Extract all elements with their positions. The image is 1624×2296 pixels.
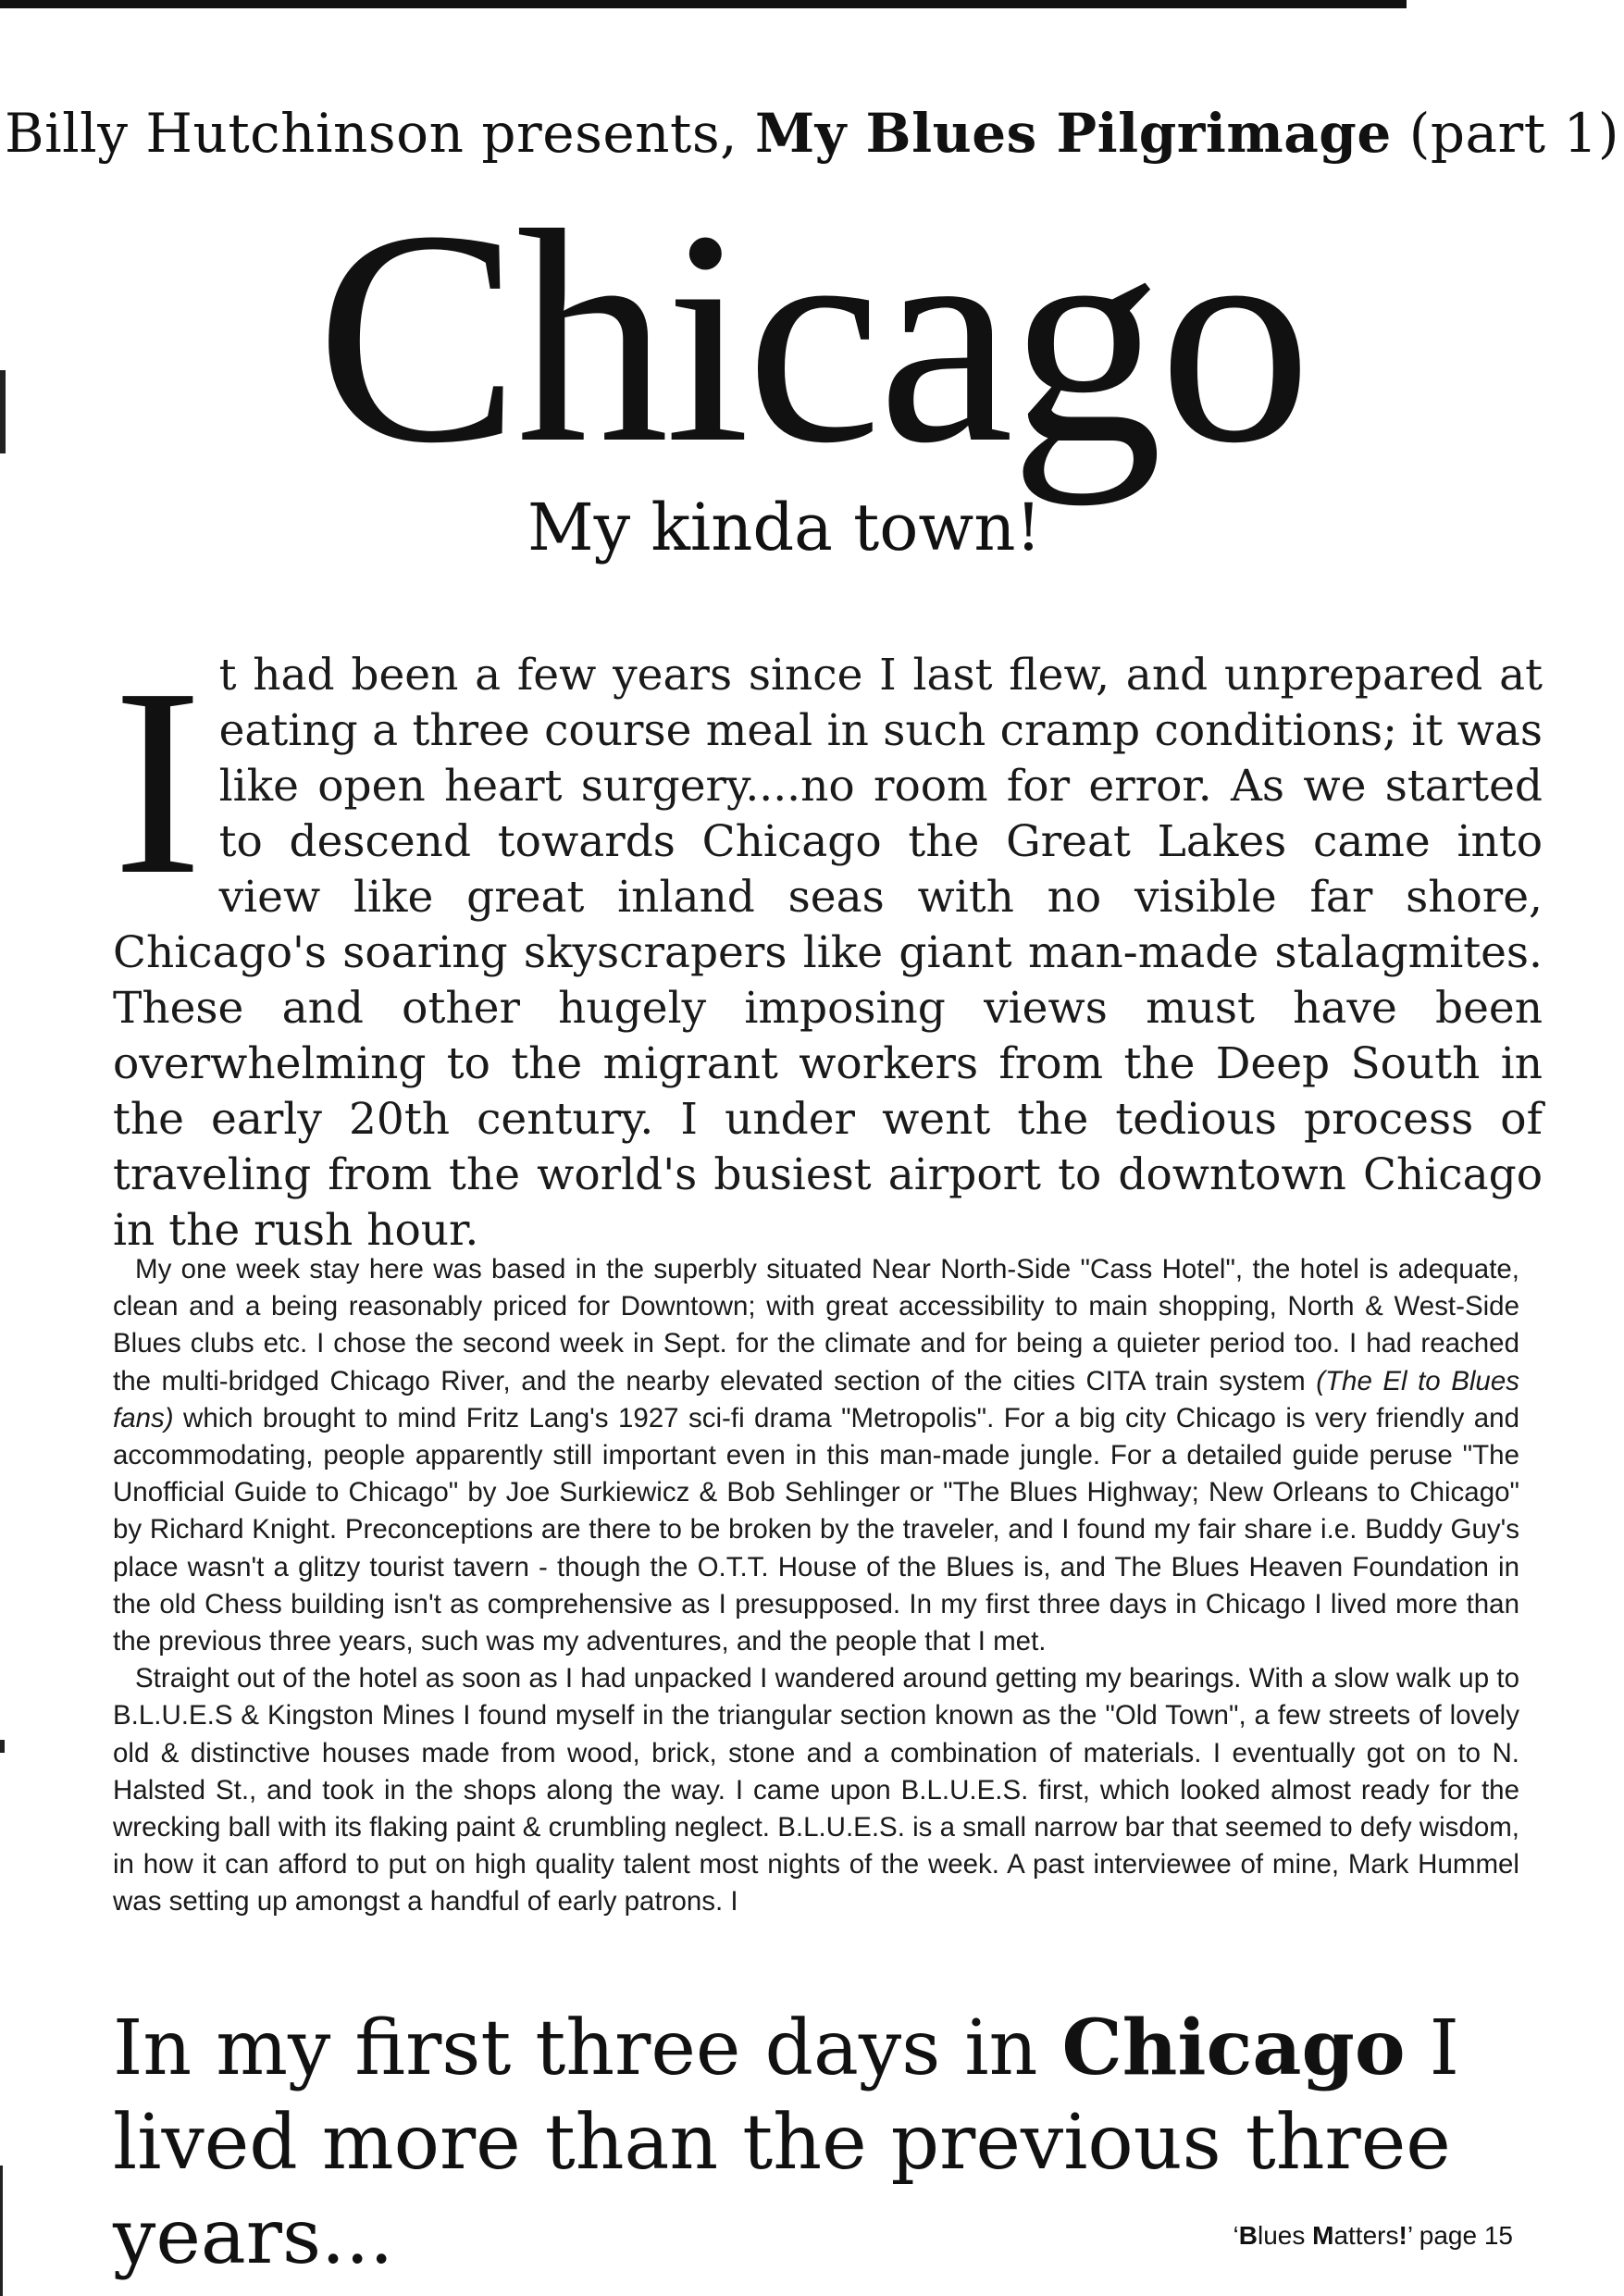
page-footer: ‘Blues Matters!’ page 15: [1233, 2221, 1513, 2250]
byline: [0, 102, 1624, 165]
body-paragraph: Straight out of the hotel as soon as I had unpacked I wandered around getting my bearings. With a slow walk up to B.L.U.E.S & Kingston Mines I found myself in the triangular section known as the "Old Town", a few streets of lovely old & distinctive houses made from wood, brick, stone and a combination of materials. I eventually got on to N. Halsted St., and took in the shops along the way. I came upon B.L.U.E.S. first, which looked almost ready for the wrecking ball with its flaking paint & crumbling neglect. B.L.U.E.S. is a small narrow bar that seemed to defy wisdom, in how it can afford to put on high quality talent most nights of the week. A past interviewee of mine, Mark Hummel was setting up amongst a handful of early patrons. I: [113, 1663, 1519, 1917]
magazine-name-part: lues: [1257, 2221, 1313, 2250]
headline-subtitle: My kinda town!: [527, 490, 1042, 565]
series-title: My Blues Pilgrimage: [754, 102, 1392, 165]
pull-quote-emphasis: Chicago: [1061, 2004, 1406, 2092]
intro-paragraph: [113, 633, 1543, 1259]
article-body: [113, 1251, 1519, 1921]
page-number: page 15: [1419, 2221, 1513, 2250]
magazine-name-part: atters: [1333, 2221, 1399, 2250]
body-text-segment: which brought to mind Fritz Lang's 1927 sci-fi drama "Metropolis". For a big city Chicago is very friendly and accommodating, people apparently still important even in this man-made jungle. For a detailed guide peruse "The Unofficial Guide to Chicago" by Joe Surkiewicz & Bob Sehlinger or "The Blues Highway; New Orleans to Chicago" by Richard Knight. Preconceptions are there to be broken by the traveler, and I found my fair share i.e. Buddy Guy's place wasn't a glitzy tourist tavern - though the O.T.T. House of the Blues is, and The Blues Heaven Foundation in the old Chess building isn't as comprehensive as I presupposed. In my first three days in Chicago I lived more than the previous three years, such was my adventures, and the people that I met.: [113, 1402, 1519, 1657]
drop-cap: I: [113, 633, 203, 930]
magazine-initial: B: [1238, 2221, 1258, 2250]
magazine-initial: M: [1312, 2221, 1334, 2250]
body-italic-segment: (The El to Blues fans): [113, 1365, 1519, 1433]
pull-quote-text: In my first three days in: [113, 2004, 1062, 2092]
byline-prefix: Billy Hutchinson presents,: [4, 102, 755, 165]
body-paragraph: [113, 1251, 1519, 1660]
scan-mark: [0, 1740, 5, 1753]
pull-quote-text: I lived more than the previous three years...: [113, 2004, 1460, 2281]
body-text-segment: My one week stay here was based in the superbly situated Near North-Side "Cass Hotel", the hotel is adequate, clean and a being reasonably priced for Downtown; with great accessibility to main shopping, North & West-Side Blues clubs etc. I chose the second week in Sept. for the climate and for being a quieter period too. I had reached the multi-bridged Chicago River, and the nearby elevated section of the cities CITA train system: [113, 1254, 1519, 1396]
scan-mark: [0, 2166, 3, 2296]
intro-text: t had been a few years since I last flew, and unprepared at eating a three course meal in such cramp conditions; it was like open heart surgery....no room for error. As we started to descend towards Chicago the Great Lakes came into view like great inland seas with no visible far shore, Chicago's soaring skyscrapers like giant man-made stalagmites. These and other hugely imposing views must have been overwhelming to the migrant workers from the Deep South in the early 20th century. I under went the tedious process of traveling from the world's busiest airport to downtown Chicago in the rush hour.: [113, 650, 1543, 1256]
top-rule: [0, 0, 1407, 8]
byline-suffix: (part 1): [1391, 102, 1620, 165]
magazine-exclamation: !: [1398, 2221, 1407, 2250]
headline-title: Chicago: [316, 168, 1308, 506]
